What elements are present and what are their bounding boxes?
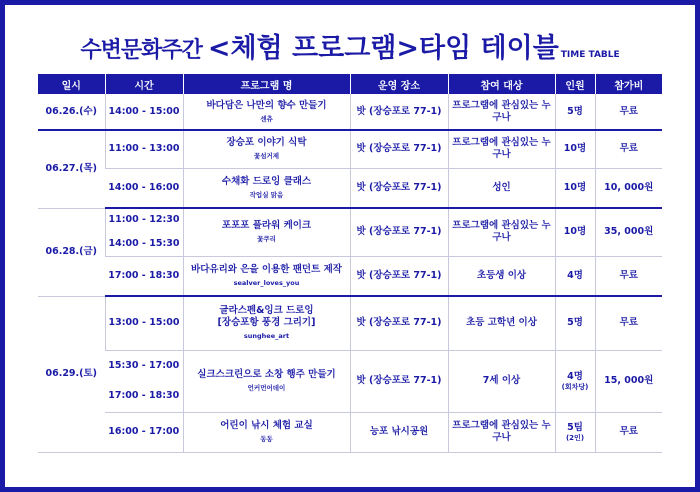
program-host: 센츄 bbox=[260, 114, 273, 123]
program-cell bbox=[183, 130, 350, 168]
program-host: 꽃쿠리 bbox=[257, 235, 276, 244]
people-cell: 5명 bbox=[555, 296, 595, 350]
title-english: TIME TABLE bbox=[560, 50, 620, 60]
people-cell: 4명 bbox=[555, 256, 595, 296]
program-host: sealver_loves_you bbox=[233, 278, 300, 287]
program-host: 언커먼어데이 bbox=[247, 384, 286, 392]
table-row bbox=[38, 208, 662, 256]
place-cell: 밧 (장승포로 77-1) bbox=[350, 296, 448, 350]
time-cell: 16:00 - 17:00 bbox=[105, 412, 183, 452]
time-slot-b: 14:00 - 15:30 bbox=[108, 238, 180, 250]
fee-cell: 무료 bbox=[595, 296, 662, 350]
table-row bbox=[38, 350, 662, 412]
col-program: 프로그램 명 bbox=[183, 74, 350, 94]
place-cell: 밧 (장승포로 77-1) bbox=[350, 94, 448, 130]
program-cell bbox=[183, 350, 350, 412]
time-cell: 14:00 - 15:00 bbox=[105, 94, 183, 130]
table-row bbox=[38, 94, 662, 130]
title-festival: 수변문화주간 bbox=[80, 38, 202, 63]
people-cell bbox=[555, 350, 595, 412]
target-cell: 프로그램에 관심있는 누구나 bbox=[448, 208, 555, 256]
place-cell: 밧 (장승포로 77-1) bbox=[350, 130, 448, 168]
fee-cell: 무료 bbox=[595, 94, 662, 130]
program-cell bbox=[183, 412, 350, 452]
col-people: 인원 bbox=[555, 74, 595, 94]
people-count: 5팀 bbox=[567, 421, 583, 433]
place-cell: 능포 낚시공원 bbox=[350, 412, 448, 452]
people-cell bbox=[555, 412, 595, 452]
table-row bbox=[38, 130, 662, 168]
col-time: 시간 bbox=[105, 74, 183, 94]
people-cell: 10명 bbox=[555, 208, 595, 256]
table-header bbox=[38, 74, 662, 94]
program-cell bbox=[183, 296, 350, 350]
fee-cell: 15, 000원 bbox=[595, 350, 662, 412]
fee-cell: 10, 000원 bbox=[595, 168, 662, 208]
title-main: <체험 프로그램>타임 테이블 bbox=[207, 33, 559, 64]
people-note: (2인) bbox=[565, 433, 585, 442]
date-cell: 06.28.(금) bbox=[38, 208, 105, 296]
program-host: 꽃섬거제 bbox=[253, 152, 280, 161]
table-row bbox=[38, 412, 662, 452]
time-cell: 17:00 - 18:30 bbox=[105, 256, 183, 296]
target-cell: 초등생 이상 bbox=[448, 256, 555, 296]
col-place: 운영 장소 bbox=[350, 74, 448, 94]
date-cell: 06.26.(수) bbox=[38, 94, 105, 130]
date-cell: 06.29.(토) bbox=[38, 296, 105, 452]
fee-cell: 무료 bbox=[595, 412, 662, 452]
date-cell: 06.27.(목) bbox=[38, 130, 105, 208]
people-cell: 10명 bbox=[555, 130, 595, 168]
program-name: 실크스크린으로 소창 행주 만들기 bbox=[197, 369, 336, 380]
target-cell: 7세 이상 bbox=[448, 350, 555, 412]
time-cell: 11:00 - 13:00 bbox=[105, 130, 183, 168]
program-name: 글라스펜&잉크 드로잉 bbox=[219, 305, 314, 317]
col-date: 일시 bbox=[38, 74, 105, 94]
program-cell bbox=[183, 168, 350, 208]
time-slot-a: 15:30 - 17:00 bbox=[108, 360, 180, 371]
target-cell: 프로그램에 관심있는 누구나 bbox=[448, 130, 555, 168]
program-name: 어린이 낚시 체험 교실 bbox=[220, 420, 313, 431]
col-fee: 참가비 bbox=[595, 74, 662, 94]
table-row bbox=[38, 168, 662, 208]
people-note: (회차당) bbox=[561, 382, 589, 391]
program-host: 동동 bbox=[260, 435, 273, 443]
target-cell: 초등 고학년 이상 bbox=[448, 296, 555, 350]
table-row bbox=[38, 296, 662, 350]
program-name: 장승포 이야기 식탁 bbox=[226, 137, 307, 149]
time-cell: 14:00 - 16:00 bbox=[105, 168, 183, 208]
target-cell: 프로그램에 관심있는 누구나 bbox=[448, 412, 555, 452]
page-title bbox=[0, 26, 700, 65]
timetable bbox=[38, 74, 662, 453]
col-target: 참여 대상 bbox=[448, 74, 555, 94]
people-cell: 5명 bbox=[555, 94, 595, 130]
program-cell bbox=[183, 256, 350, 296]
program-name: 바다담은 나만의 향수 만들기 bbox=[206, 99, 327, 111]
program-subtitle: [장승포항 풍경 그리기] bbox=[217, 317, 316, 329]
program-cell bbox=[183, 94, 350, 130]
program-name: 포포포 플라워 케이크 bbox=[221, 220, 312, 232]
people-cell: 10명 bbox=[555, 168, 595, 208]
time-slot-a: 11:00 - 12:30 bbox=[108, 214, 180, 226]
fee-cell: 무료 bbox=[595, 130, 662, 168]
program-name: 바다유리와 은을 이용한 팬던트 제작 bbox=[191, 263, 342, 275]
place-cell: 밧 (장승포로 77-1) bbox=[350, 256, 448, 296]
fee-cell: 무료 bbox=[595, 256, 662, 296]
people-count: 4명 bbox=[567, 370, 583, 382]
target-cell: 성인 bbox=[448, 168, 555, 208]
table-row bbox=[38, 256, 662, 296]
place-cell: 밧 (장승포로 77-1) bbox=[350, 168, 448, 208]
time-slot-b: 17:00 - 18:30 bbox=[108, 390, 180, 401]
time-cell bbox=[105, 208, 183, 256]
fee-cell: 35, 000원 bbox=[595, 208, 662, 256]
program-cell bbox=[183, 208, 350, 256]
place-cell: 밧 (장승포로 77-1) bbox=[350, 350, 448, 412]
program-host: sunghee_art bbox=[243, 332, 290, 341]
program-host: 작업실 맑음 bbox=[249, 190, 284, 199]
place-cell: 밧 (장승포로 77-1) bbox=[350, 208, 448, 256]
program-name: 수채화 드로잉 클래스 bbox=[221, 175, 312, 187]
time-cell: 13:00 - 15:00 bbox=[105, 296, 183, 350]
target-cell: 프로그램에 관심있는 누구나 bbox=[448, 94, 555, 130]
time-cell bbox=[105, 350, 183, 412]
